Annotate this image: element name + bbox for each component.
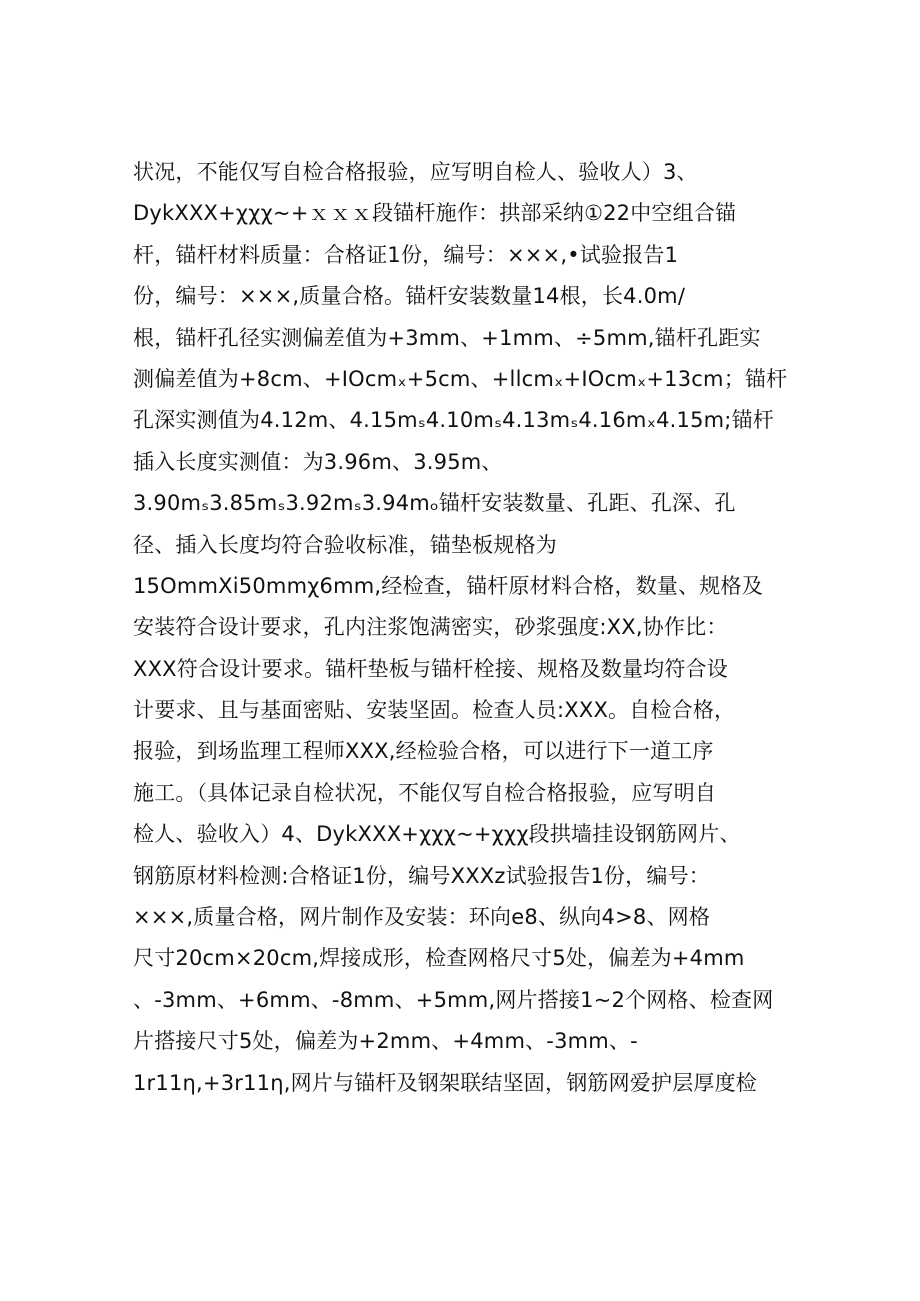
text-line: 插入长度实测值：为3.96m、3.95m、 — [133, 449, 503, 474]
text-line: 片搭接尺寸5处，偏差为+2mm、+4mm、-3mm、- — [133, 1029, 638, 1054]
text-line: XXX符合设计要求。锚杆垫板与锚杆栓接、规格及数量均符合设 — [133, 656, 728, 681]
text-line: 安装符合设计要求，孔内注浆饱满密实，砂浆强度:XX,协作比： — [133, 615, 728, 640]
text-line: 、-3mm、+6mm、-8mm、+5mm,网片搭接1~2个网格、检查网 — [133, 987, 774, 1012]
text-line: ×××,质量合格，网片制作及安装：环向e8、纵向4>8、网格 — [133, 905, 711, 930]
text-line: 杆，锚杆材料质量：合格证1份，编号：×××,•试验报告1 — [133, 242, 679, 267]
text-line: 尺寸20cm×20cm,焊接成形，检查网格尺寸5处，偏差为+4mm — [133, 946, 745, 971]
text-line: 3.90mₛ3.85mₛ3.92mₛ3.94mₒ锚杆安装数量、孔距、孔深、孔 — [133, 491, 736, 516]
text-line: 孔深实测值为4.12m、4.15mₛ4.10mₛ4.13mₛ4.16mₓ4.15m;锚杆 — [133, 408, 774, 433]
body-text — [133, 152, 803, 1104]
text-line: 测偏差值为+8cm、+IOcmₓ+5cm、+llcmₓ+IOcmₓ+13cm；锚杆 — [133, 366, 788, 391]
text-line: 份，编号：×××,质量合格。锚杆安装数量14根，长4.0m∕ — [133, 284, 686, 309]
text-line: 状况，不能仅写自检合格报验，应写明自检人、验收人）3、 — [133, 160, 698, 184]
text-line: 施工。（具体记录自检状况，不能仅写自检合格报验，应写明自 — [133, 780, 717, 805]
text-line: 径、插入长度均符合验收标准，锚垫板规格为 — [133, 532, 557, 557]
text-line: DykXXX+χχχ~+ｘｘｘ段锚杆施作：拱部采纳①22中空组合锚 — [133, 201, 737, 226]
text-line: 1r11η,+3r11η,网片与锚杆及钢架联结坚固，钢筋网爱护层厚度检 — [133, 1070, 757, 1095]
text-line: 钢筋原材料检测:合格证1份，编号XXXz试验报告1份，编号： — [133, 863, 710, 888]
text-line: 根，锚杆孔径实测偏差值为+3mm、+1mm、÷5mm,锚杆孔距实 — [133, 325, 761, 350]
text-line: 计要求、且与基面密贴、安装坚固。检查人员:XXX。自检合格， — [133, 698, 736, 723]
text-line: 报验，到场监理工程师XXX,经检验合格，可以进行下一道工序 — [133, 739, 714, 764]
text-line: 15OmmXi50mmχ6mm,经检查，锚杆原材料合格，数量、规格及 — [133, 573, 763, 598]
text-line: 检人、验收入）4、DykXXX+χχχ~+χχχ段拱墙挂设钢筋网片、 — [133, 822, 741, 847]
